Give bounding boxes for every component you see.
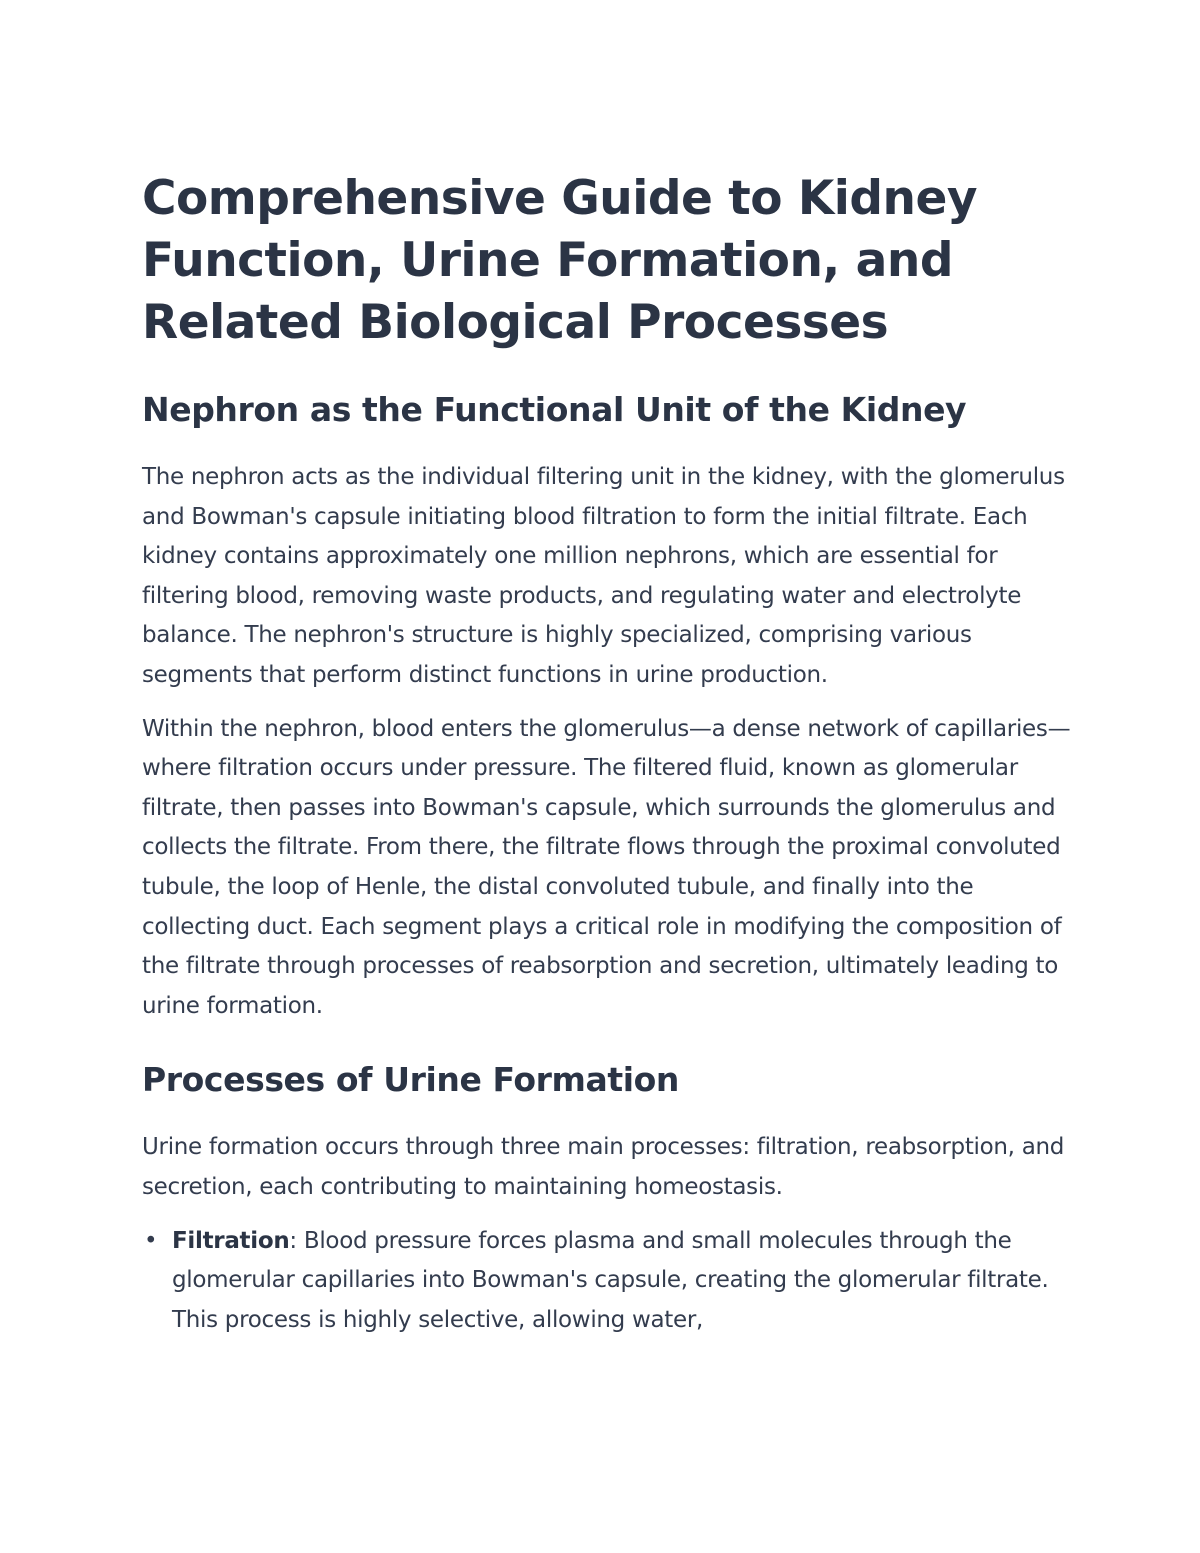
list-item-text: : Blood pressure forces plasma and small molecules through the glomerular capillaries into Bowman's capsule, creating the glomerular filtrate. This process is highly selective, allowing water,: [172, 1227, 1049, 1333]
bullet-icon: •: [144, 1227, 158, 1254]
document-page: [142, 168, 1072, 1340]
process-list: [142, 1222, 1072, 1341]
list-item-term: Filtration: [172, 1227, 290, 1254]
list-item: [142, 1222, 1072, 1341]
paragraph: Urine formation occurs through three main processes: filtration, reabsorption, and secretion, each contributing to maintaining homeostasis.: [142, 1134, 1065, 1200]
document-title: Comprehensive Guide to Kidney Function, Urine Formation, and Related Biological Processes: [142, 171, 978, 350]
paragraph: The nephron acts as the individual filtering unit in the kidney, with the glomerulus and Bowman's capsule initiating blood filtration to form the initial filtrate. Each kidney contains approximately one million nephrons, which are essential for filtering blood, removing waste products, and regulating water and electrolyte balance. The nephron's structure is highly specialized, comprising various segments that perform distinct functions in urine production.: [142, 464, 1065, 688]
section-heading-urine-formation: Processes of Urine Formation: [142, 1060, 679, 1100]
paragraph: Within the nephron, blood enters the glomerulus—a dense network of capillaries—where filtration occurs under pressure. The filtered fluid, known as glomerular filtrate, then passes into Bowman's capsule, which surrounds the glomerulus and collects the filtrate. From there, the filtrate flows through the proximal convoluted tubule, the loop of Henle, the distal convoluted tubule, and finally into the collecting duct. Each segment plays a critical role in modifying the composition of the filtrate through processes of reabsorption and secretion, ultimately leading to urine formation.: [142, 715, 1071, 1019]
section-heading-nephron: Nephron as the Functional Unit of the Kidney: [142, 390, 967, 429]
